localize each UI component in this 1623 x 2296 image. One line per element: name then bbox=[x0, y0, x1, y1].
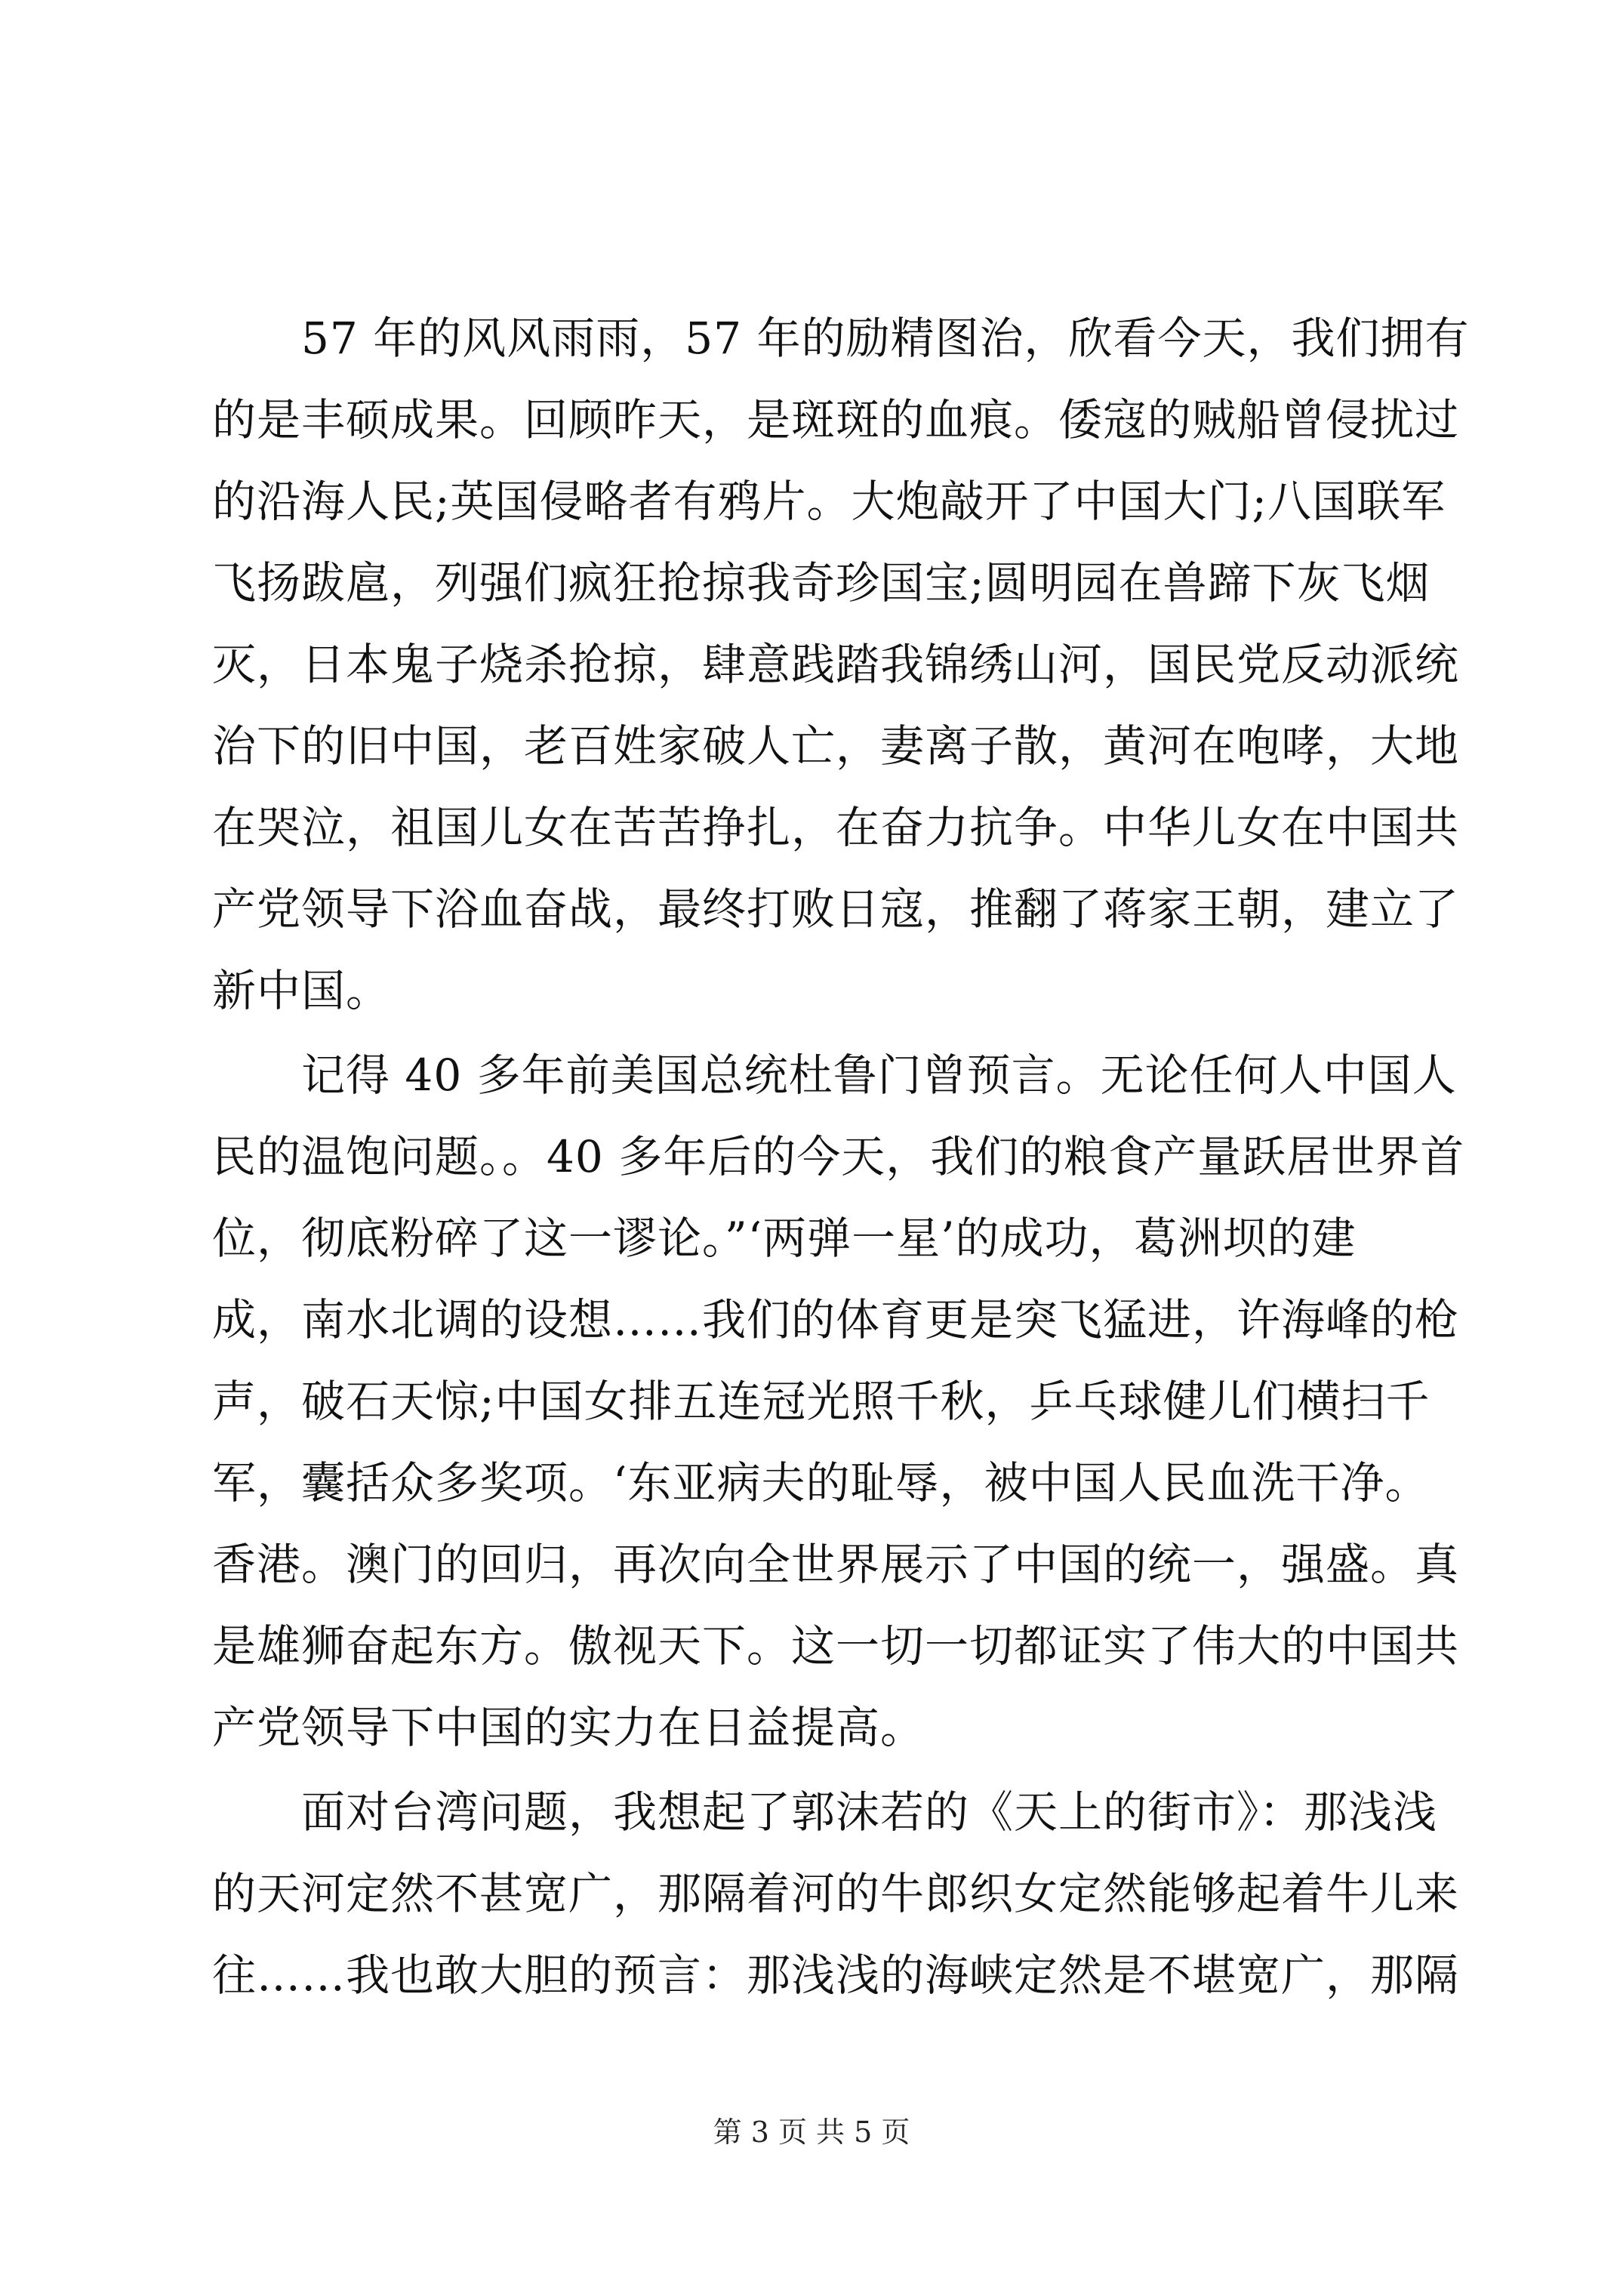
text-line: 是雄狮奋起东方。傲视天下。这一切一切都证实了伟大的中国共 bbox=[212, 1620, 1460, 1672]
text-line: 面对台湾问题，我想起了郭沫若的《天上的街市》：那浅浅 bbox=[301, 1786, 1438, 1838]
text-line: 香港。澳门的回归，再次向全世界展示了中国的统一，强盛。真 bbox=[212, 1539, 1460, 1590]
paragraph bbox=[212, 297, 1470, 1031]
text-line: 成，南水北调的设想……我们的体育更是突飞猛进，许海峰的枪 bbox=[212, 1294, 1460, 1345]
page-footer bbox=[0, 2114, 1623, 2150]
text-line: 的天河定然不甚宽广，那隔着河的牛郎织女定然能够起着牛儿来 bbox=[212, 1868, 1460, 1919]
paragraph bbox=[212, 1771, 1460, 2016]
text-line: 飞扬跋扈，列强们疯狂抢掠我奇珍国宝;圆明园在兽蹄下灰飞烟 bbox=[212, 557, 1431, 609]
text-line: 新中国。 bbox=[212, 965, 391, 1016]
text-line: 灭，日本鬼子烧杀抢掠，肆意践踏我锦绣山河，国民党反动派统 bbox=[212, 639, 1460, 690]
text-line: 位，彻底粉碎了这一谬论。”‘两弹一星’的成功，葛洲坝的建 bbox=[212, 1213, 1357, 1264]
text-line: 治下的旧中国，老百姓家破人亡，妻离子散，黄河在咆哮，大地 bbox=[212, 720, 1460, 772]
body-text bbox=[212, 297, 1470, 2016]
text-line: 往……我也敢大胆的预言：那浅浅的海峡定然是不堪宽广，那隔 bbox=[212, 1949, 1460, 2001]
text-line: 的沿海人民;英国侵略者有鸦片。大炮敲开了中国大门;八国联军 bbox=[212, 476, 1446, 527]
text-line: 军，囊括众多奖项。‘东亚病夫的耻辱，被中国人民血洗干净。 bbox=[212, 1457, 1430, 1509]
text-line: 记得 40 多年前美国总统杜鲁门曾预言。无论任何人中国人 bbox=[301, 1049, 1457, 1101]
text-line: 在哭泣，祖国儿女在苦苦挣扎，在奋力抗争。中华儿女在中国共 bbox=[212, 802, 1460, 853]
paragraph bbox=[212, 1034, 1465, 1768]
text-line: 产党领导下浴血奋战，最终打败日寇，推翻了蒋家王朝，建立了 bbox=[212, 883, 1460, 935]
page-number-label: 第 3 页 共 5 页 bbox=[713, 2116, 910, 2149]
text-line: 57 年的风风雨雨，57 年的励精图治，欣看今天，我们拥有 bbox=[301, 313, 1470, 364]
text-line: 民的温饱问题。。40 多年后的今天，我们的粮食产量跃居世界首 bbox=[212, 1131, 1465, 1182]
text-line: 的是丰硕成果。回顾昨天，是斑斑的血痕。倭寇的贼船曾侵扰过 bbox=[212, 394, 1460, 445]
text-line: 产党领导下中国的实力在日益提高。 bbox=[212, 1702, 925, 1753]
text-line: 声，破石天惊;中国女排五连冠光照千秋，乒乓球健儿们横扫千 bbox=[212, 1376, 1431, 1427]
